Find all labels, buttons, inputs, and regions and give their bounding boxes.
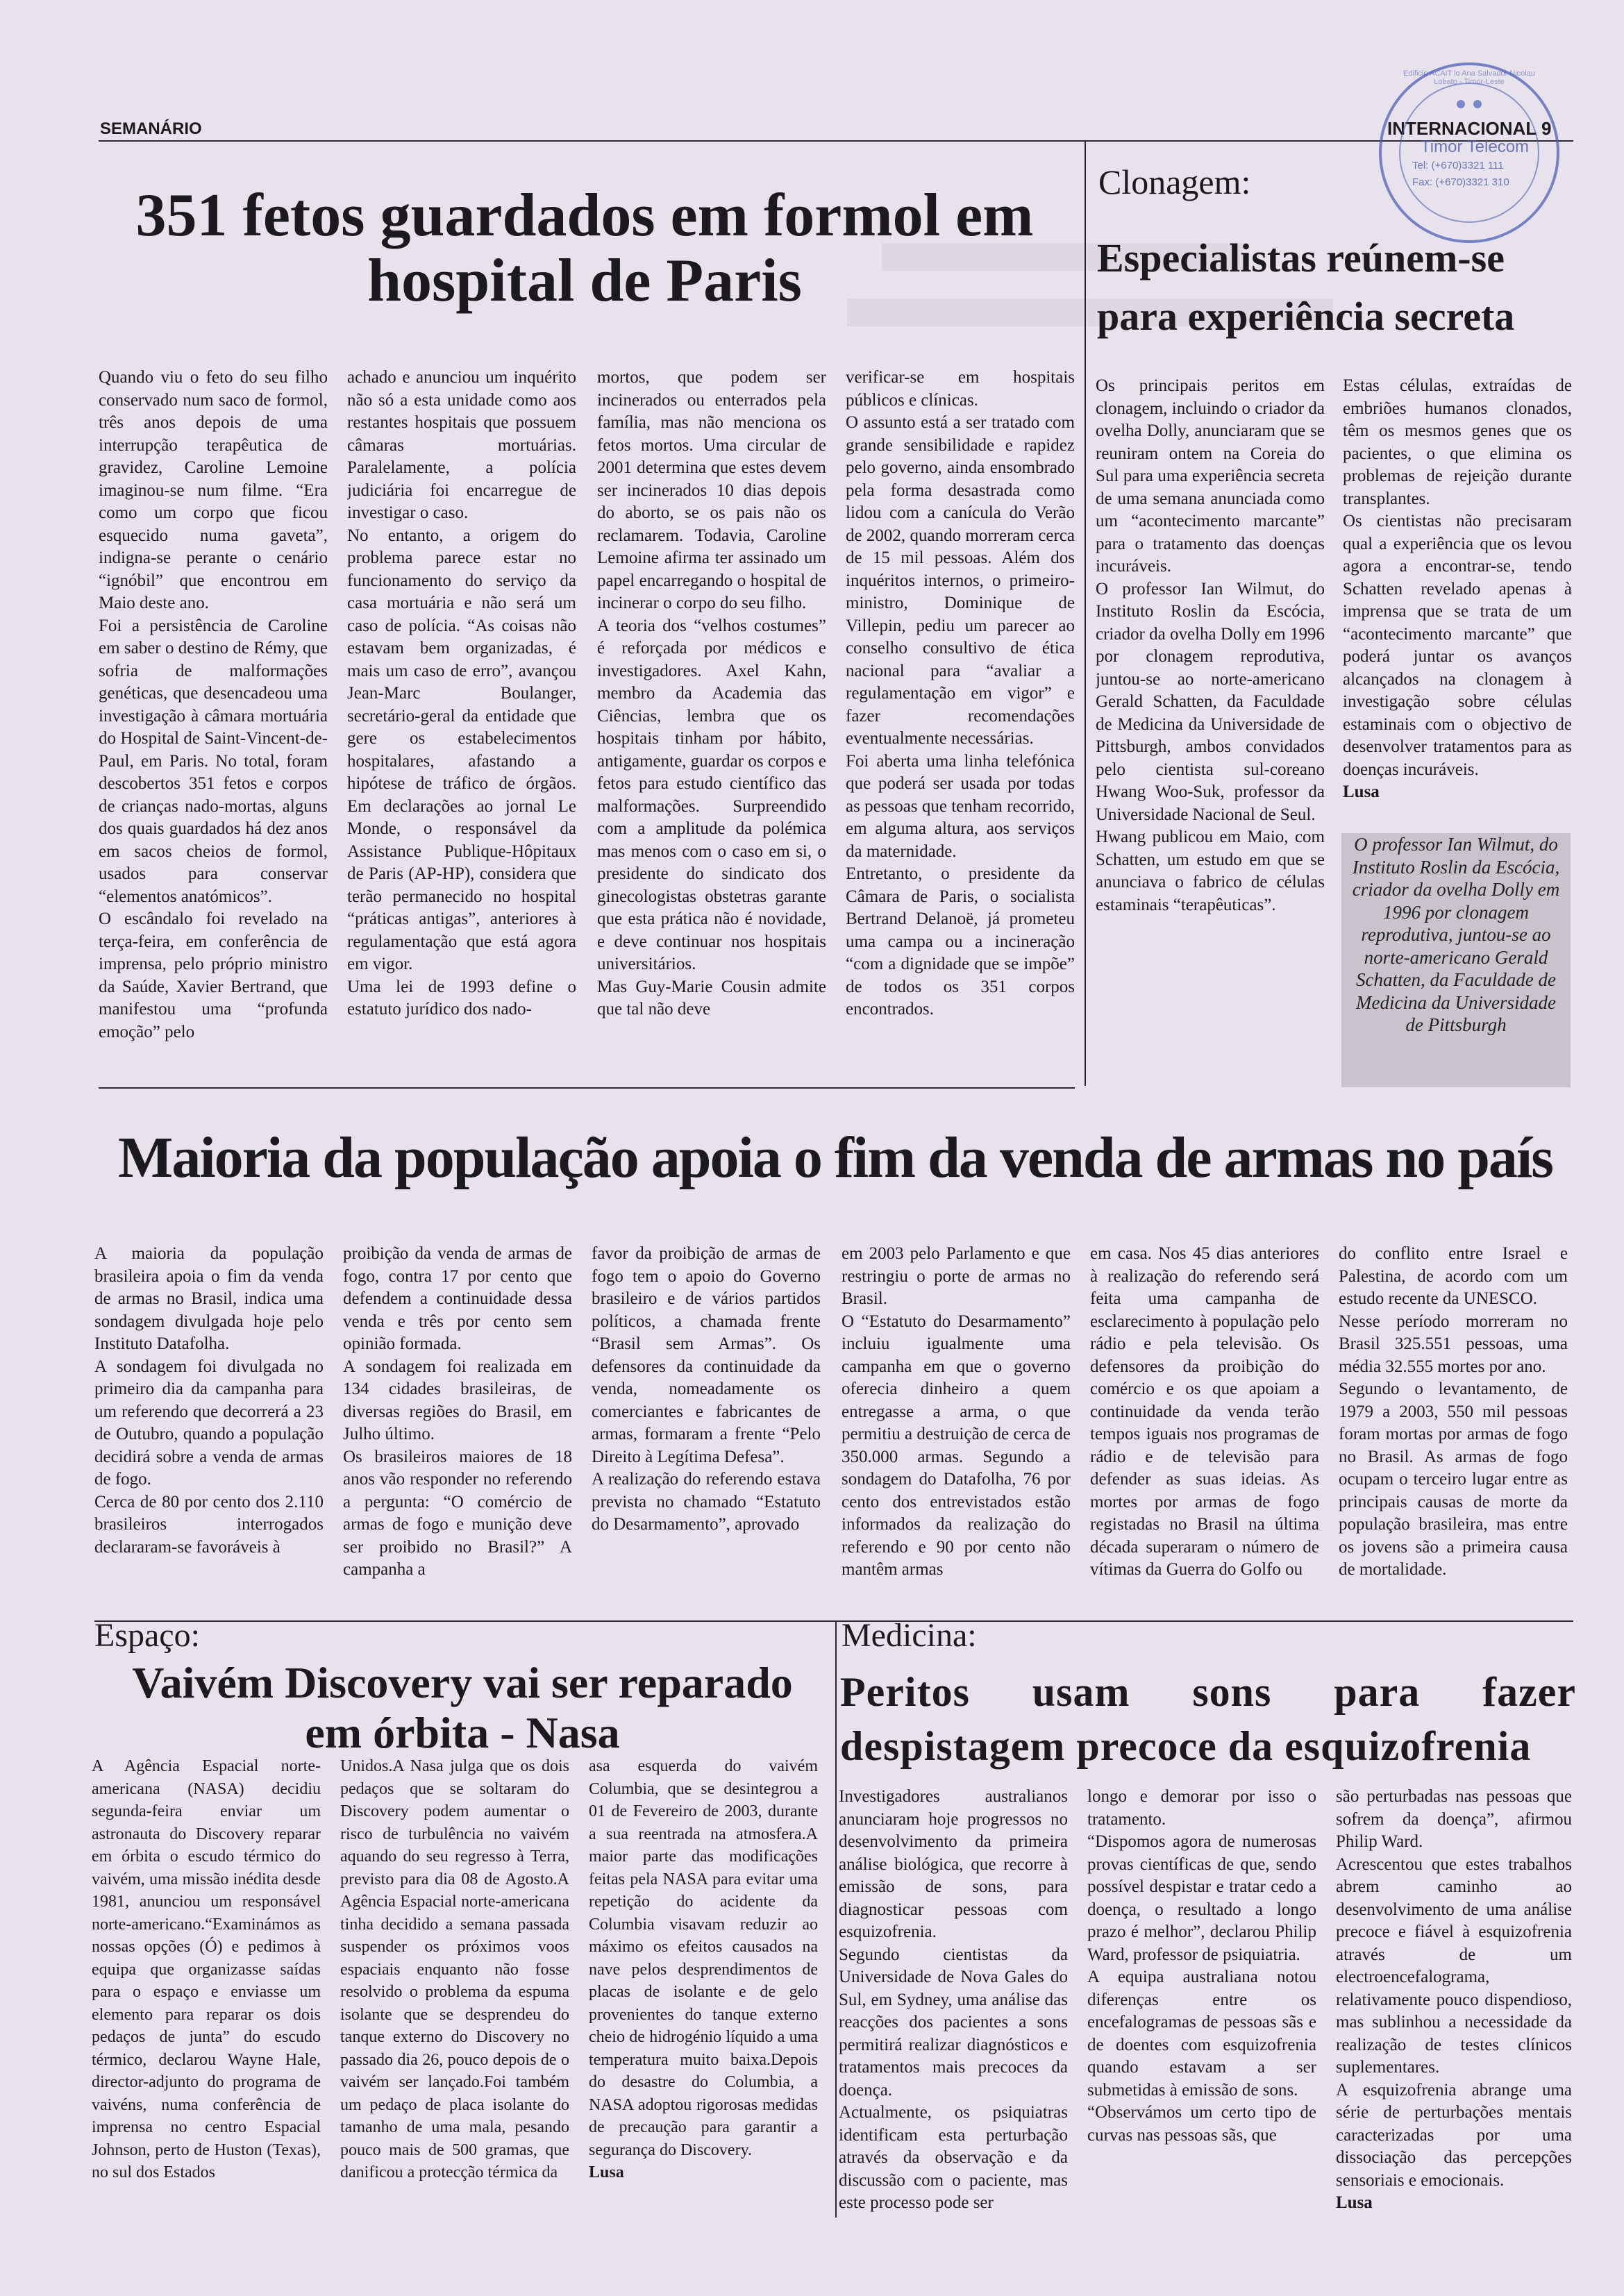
paragraph: Mas Guy-Marie Cousin admite que tal não deve (597, 977, 826, 1019)
paragraph: em 2003 pelo Parlamento e que restringiu o porte de armas no Brasil. (842, 1244, 1071, 1308)
paragraph: Foi a persistência de Caroline em saber o destino de Rémy, que sofria de malformações genéticas, que desencadeou uma investigação à câmara mortuária do Hospital de Saint-Vincent-de-Paul, em Paris. No total, foram descobertos 351 fetos e corpos de crianças nado-mortas, alguns dos quais guardados há dez anos em sacos cheios de formol, usados para conservar “elementos anatómicos”. (99, 616, 328, 906)
article2-section: Clonagem: (1098, 162, 1251, 201)
article1-column-3 (597, 367, 826, 1080)
paragraph: A esquizofrenia abrange uma série de perturbações mentais caracterizadas por uma dissociação das percepções sensoriais e emocionais. (1336, 2080, 1572, 2190)
bottom-articles-divider (835, 1620, 837, 2218)
paragraph: Cerca de 80 por cento dos 2.110 brasileiros interrogados declararam-se favoráveis à (94, 1492, 324, 1557)
signature: Lusa (1336, 2193, 1373, 2212)
signature: Lusa (1343, 782, 1380, 801)
paragraph: são perturbadas nas pessoas que sofrem da doença”, afirmou Philip Ward. (1336, 1787, 1572, 1851)
article1-title-line2: hospital de Paris (367, 247, 802, 315)
article-divider-vertical (1085, 142, 1086, 1086)
paragraph: achado e anunciou um inquérito não só a esta unidade como aos restantes hospitais que possuem câmaras mortuárias. Paralelamente, a polícia judiciária foi encarregue de investigar o caso. (347, 368, 576, 522)
paragraph: Os brasileiros maiores de 18 anos vão responder no referendo a pergunta: “O comércio de armas de fogo e munição deve ser proibido no Brasil?” A campanha a (343, 1447, 572, 1579)
article4-section: Espaço: (94, 1617, 200, 1654)
paragraph: A sondagem foi realizada em 134 cidades brasileiras, de diversas regiões do Brasil, em Julho último. (343, 1357, 572, 1443)
paragraph: Nesse período morreram no Brasil 325.551 pessoas, uma média 32.555 mortes por ano. (1339, 1312, 1568, 1376)
signature: Lusa (589, 2163, 624, 2181)
article4-column-2 (340, 1755, 569, 2227)
paragraph: Foi aberta uma linha telefónica que poderá ser usada por todas as pessoas que tenham recorrido, em alguma altura, aos serviços da maternidade. (846, 751, 1075, 861)
article4-title (94, 1658, 830, 1758)
article4-column-1 (92, 1755, 321, 2227)
paragraph: Quando viu o feto do seu filho conservado num saco de formol, três anos depois de uma interrupção terapêutica de gravidez, Caroline Lemoine imaginou-se num filme. “Era como um corpo que ficou esquecido numa gaveta”, indigna-se perante o cenário “ignóbil” que encontrou em Maio deste ano. (99, 368, 328, 612)
article2-column-1 (1096, 375, 1325, 1082)
paragraph: Uma lei de 1993 define o estatuto jurídico dos nado- (347, 977, 576, 1019)
article5-column-3 (1336, 1786, 1572, 2223)
paragraph: longo e demorar por isso o tratamento. (1087, 1787, 1316, 1829)
article5-column-1 (839, 1786, 1068, 2223)
article3-column-6 (1339, 1243, 1568, 1618)
article4-title-line1: Vaivém Discovery vai ser reparado (132, 1658, 793, 1707)
paragraph: Investigadores australianos anunciaram hoje progressos no desenvolvimento da primeira análise biológica, que recorre à emissão de sons, para diagnosticar pessoas com esquizofrenia. (839, 1787, 1068, 1941)
paragraph: O escândalo foi revelado na terça-feira, em conferência de imprensa, pelo próprio ministro da Saúde, Xavier Bertrand, que manifestou uma “profunda emoção” pelo (99, 910, 328, 1041)
paragraph: asa esquerda do vaivém Columbia, que se desintegrou a 01 de Fevereiro de 2003, durante a sua reentrada na atmosfera.A maior parte das modificações feitas pela NASA para evitar uma repetição do acidente da Columbia visavam reduzir ao máximo os efeitos causados na nave pelos desprendimentos de placas de isolante e de gelo provenientes do tanque externo cheio de hidrogénio líquido a uma temperatura muito baixa.Depois do desastre do Columbia, a NASA adoptou rigorosas medidas de precaução para garantir a segurança do Discovery. (589, 1757, 818, 2159)
stamp-tel: Tel: (+670)3321 111 (1412, 160, 1504, 171)
article1-column-2 (347, 367, 576, 1080)
paragraph: favor da proibição de armas de fogo tem o apoio do Governo brasileiro e de vários partidos políticos, a chamada frente “Brasil sem Armas”. Os defensores da continuidade da venda, nomeadamente os comerciantes e fabricantes de armas, formaram a frente “Pelo Direito à Legítima Defesa”. (592, 1244, 821, 1466)
paragraph: Actualmente, os psiquiatras identificam esta perturbação através da observação e da discussão com o paciente, mas este processo pode ser (839, 2103, 1068, 2212)
paragraph: Segundo o levantamento, de 1979 a 2003, 550 mil pessoas foram mortas por armas de fogo no Brasil. As armas de fogo ocupam o terceiro lugar entre as principais causas de morte da população brasileira, mas entre os jovens são a primeira causa de mortalidade. (1339, 1380, 1568, 1579)
article1-column-4 (846, 367, 1075, 1080)
stamp-ring-text: Edificio ACAIT lo Ana Salvador Nicolau Lobato - Timor-Leste (1403, 69, 1535, 86)
paragraph: Acrescentou que estes trabalhos abrem caminho ao desenvolvimento de uma análise precoce e fiável à esquizofrenia através de um electroencefalograma, relativamente pouco dispendioso, mas sublinhou a necessidade da realização de testes clínicos suplementares. (1336, 1854, 1572, 2077)
article3-title: Maioria da população apoia o fim da venda de armas no país (118, 1125, 1552, 1190)
paragraph: Segundo cientistas da Universidade de Nova Gales do Sul, em Sydney, uma análise das reacções dos pacientes a sons permitirá realizar diagnósticos e tratamentos mais precoces da doença. (839, 1945, 1068, 2100)
article3-column-1 (94, 1243, 324, 1611)
paragraph: Entretanto, o presidente da Câmara de Paris, o socialista Bertrand Delanoë, já prometeu uma campa ou a incineração “com a dignidade que se impõe” de todos os 351 corpos encontrados. (846, 864, 1075, 1019)
paragraph: A maioria da população brasileira apoia o fim da venda de armas no Brasil, indica uma sondagem divulgada hoje pelo Instituto Datafolha. (94, 1244, 324, 1353)
article3-column-2 (343, 1243, 572, 1611)
paragraph: “Dispomos agora de numerosas provas científicas de que, sendo possível despistar e tratar cedo a doença, o resultado a longo prazo é melhor”, declarou Philip Ward, professor de psiquiatria. (1087, 1832, 1316, 1964)
paragraph: do conflito entre Israel e Palestina, de acordo com um estudo recente da UNESCO. (1339, 1244, 1568, 1308)
paragraph: Estas células, extraídas de embriões humanos clonados, têm os mesmos genes que os pacientes, o que elimina os problemas de rejeição durante transplantes. (1343, 376, 1572, 508)
article4-title-line2: em órbita - Nasa (305, 1708, 620, 1757)
caption-text: O professor Ian Wilmut, do Instituto Roslin da Escócia, criador da ovelha Dolly em 1996 por clonagem reprodutiva, juntou-se ao norte-americano Gerald Schatten, da Faculdade de Medicina da Universidade de Pittsburgh (1352, 834, 1560, 1035)
article2-title: Especialistas reúnem-se para experiência secreta (1097, 235, 1515, 339)
paragraph: em casa. Nos 45 dias anteriores à realização do referendo será feita uma campanha de esclarecimento à população pelo rádio e pela televisão. Os defensores da proibição do comércio e os que apoiam a continuidade da venda terão tempos iguais nos programas de rádio e de televisão para defender as suas ideias. As mortes por armas de fogo registadas no Brasil na última década superaram o número de vítimas da Guerra do Golfo ou (1090, 1244, 1319, 1579)
article2-column-2 (1343, 375, 1572, 833)
paragraph: Os principais peritos em clonagem, incluindo o criador da ovelha Dolly, anunciaram que se reuniram ontem na Coreia do Sul para uma experiência secreta de uma semana anunciada como um “acontecimento marcante” para o tratamento das doenças incuráveis. (1096, 376, 1325, 576)
stamp-fax: Fax: (+670)3321 310 (1412, 176, 1509, 188)
article1-title-line1: 351 fetos guardados em formol em (135, 182, 1034, 249)
article4-column-3 (589, 1755, 818, 2227)
article3-column-4 (842, 1243, 1071, 1611)
paragraph: Hwang publicou em Maio, com Schatten, um estudo em que se anunciava o fabrico de células estaminais “terapêuticas”. (1096, 828, 1325, 914)
header-left: SEMANÁRIO (100, 119, 202, 138)
article1-column-1 (99, 367, 328, 1080)
paragraph: verificar-se em hospitais públicos e clínicas. (846, 368, 1075, 410)
article3-column-3 (592, 1243, 821, 1611)
article1-bottom-rule (99, 1087, 1075, 1089)
article5-title: Peritos usam sons para fazer despistagem precoce da esquizofrenia (840, 1669, 1576, 1769)
paragraph: A realização do referendo estava prevista no chamado “Estatuto do Desarmamento”, aprovado (592, 1470, 821, 1534)
company-stamp (1372, 56, 1566, 250)
article3-column-5 (1090, 1243, 1319, 1611)
paragraph: Unidos.A Nasa julga que os dois pedaços que se soltaram do Discovery podem aumentar o risco de turbulência no vaivém aquando do seu regresso à Terra, previsto para dia 08 de Agosto.A Agência Espacial norte-americana tinha decidido a semana passada suspender os próximos voos espaciais enquanto não fosse resolvido o problema da espuma isolante que se desprendeu do tanque externo do Discovery no passado dia 26, pouco depois de o vaivém ser lançado.Foi também um pedaço de placa isolante do tamanho de uma mala, pesando pouco mais de 500 gramas, que danificou a protecção térmica da (340, 1757, 569, 2181)
photo-caption (1341, 833, 1571, 1087)
article5-column-2 (1087, 1786, 1316, 2223)
header-right: INTERNACIONAL 9 (1387, 118, 1552, 139)
stamp-company: Timor Telecom (1421, 137, 1530, 156)
paragraph: O assunto está a ser tratado com grande sensibilidade e rapidez pelo governo, ainda ensombrado pela forma desastrada como lidou com a canícula do Verão de 2002, quando morreram cerca de 15 mil pessoas. Além dos inquéritos internos, o primeiro-ministro, Dominique de Villepin, pediu um parecer ao conselho consultivo de ética nacional para “avaliar a regulamentação em vigor” e fazer recomendações eventualmente necessárias. (846, 413, 1075, 748)
article3-bottom-rule (94, 1620, 1573, 1622)
paragraph: Os cientistas não precisaram qual a experiência que os levou agora a encontrar-se, tendo Schatten revelado apenas à imprensa que se trata de um “acontecimento marcante” que poderá juntar os avanços alcançados na clonagem à investigação sobre células estaminais com o objectivo de desenvolver tratamentos para as doenças incuráveis. (1343, 512, 1572, 779)
paragraph: A equipa australiana notou diferenças entre os encefalogramas de pessoas sãs e de doentes com esquizofrenia quando estavam a ser submetidas à emissão de sons. (1087, 1968, 1316, 2100)
paragraph: mortos, que podem ser incinerados ou enterrados pela família, mas não menciona os fetos mortos. Uma circular de 2001 determina que estes devem ser incinerados 10 dias depois do aborto, se os pais não os reclamarem. Todavia, Caroline Lemoine afirma ter assinado um papel encarregando o hospital de incinerar o corpo do seu filho. (597, 368, 826, 612)
paragraph: O “Estatuto do Desarmamento” incluiu igualmente uma campanha em que o governo oferecia dinheiro a quem entregasse a arma, o que permitiu a destruição de cerca de 350.000 armas. Segundo a sondagem do Datafolha, 76 por cento dos entrevistados estão informados da realização do referendo e 90 por cento não mantêm armas (842, 1312, 1071, 1579)
header-rule (99, 140, 1573, 142)
paragraph: No entanto, a origem do problema parece estar no funcionamento do serviço da casa mortuária e não será um caso de polícia. “As coisas não estavam bem organizadas, é mais um caso de erro”, avançou Jean-Marc Boulanger, secretário-geral da entidade que gere os estabelecimentos hospitalares, afastando a hipótese de tráfico de órgãos. Em declarações ao jornal Le Monde, o responsável da Assistance Publique-Hôpitaux de Paris (AP-HP), considera que terão permanecido no hospital “práticas antigas”, anteriores à regulamentação que está agora em vigor. (347, 526, 576, 973)
article1-title (99, 183, 1071, 314)
paragraph: proibição da venda de armas de fogo, contra 17 por cento que defendem a continuidade dessa venda e três por cento sem opinião formada. (343, 1244, 572, 1353)
article5-section: Medicina: (842, 1617, 977, 1654)
paragraph: A Agência Espacial norte-americana (NASA) decidiu segunda-feira enviar um astronauta do Discovery reparar em órbita o escudo térmico do vaivém, uma missão inédita desde 1981, anunciou um responsável norte-americano.“Examinámos as nossas opções (Ó) e pedimos à equipa que organizasse saídas para o espaço e enviasse um elemento para reparar os dois pedaços de junta” do escudo térmico, declarou Wayne Hale, director-adjunto do programa de vaivéns, numa conferência de imprensa no centro Espacial Johnson, perto de Huston (Texas), no sul dos Estados (92, 1757, 321, 2181)
paragraph: A teoria dos “velhos costumes” é reforçada por médicos e investigadores. Axel Kahn, membro da Academia das Ciências, lembra que os hospitais tinham por hábito, antigamente, guardar os corpos e fetos para estudo científico das malformações. Surpreendido com a amplitude da polémica mas menos com o caso em si, o presidente do sindicato dos ginecologistas obstetras garante que esta prática não é novidade, e deve continuar nos hospitais universitários. (597, 616, 826, 973)
paragraph: O professor Ian Wilmut, do Instituto Roslin da Escócia, criador da ovelha Dolly em 1996 por clonagem reprodutiva, juntou-se ao norte-americano Gerald Schatten, da Faculdade de Medicina da Universidade de Pittsburgh, ambos convidados pelo cientista sul-coreano Hwang Woo-Suk, professor da Universidade Nacional de Seul. (1096, 579, 1325, 824)
paragraph: A sondagem foi divulgada no primeiro dia da campanha para um referendo que decorrerá a 23 de Outubro, quando a população decidirá sobre a venda de armas de fogo. (94, 1357, 324, 1489)
paragraph: “Observámos um certo tipo de curvas nas pessoas sãs, que (1087, 2103, 1316, 2145)
